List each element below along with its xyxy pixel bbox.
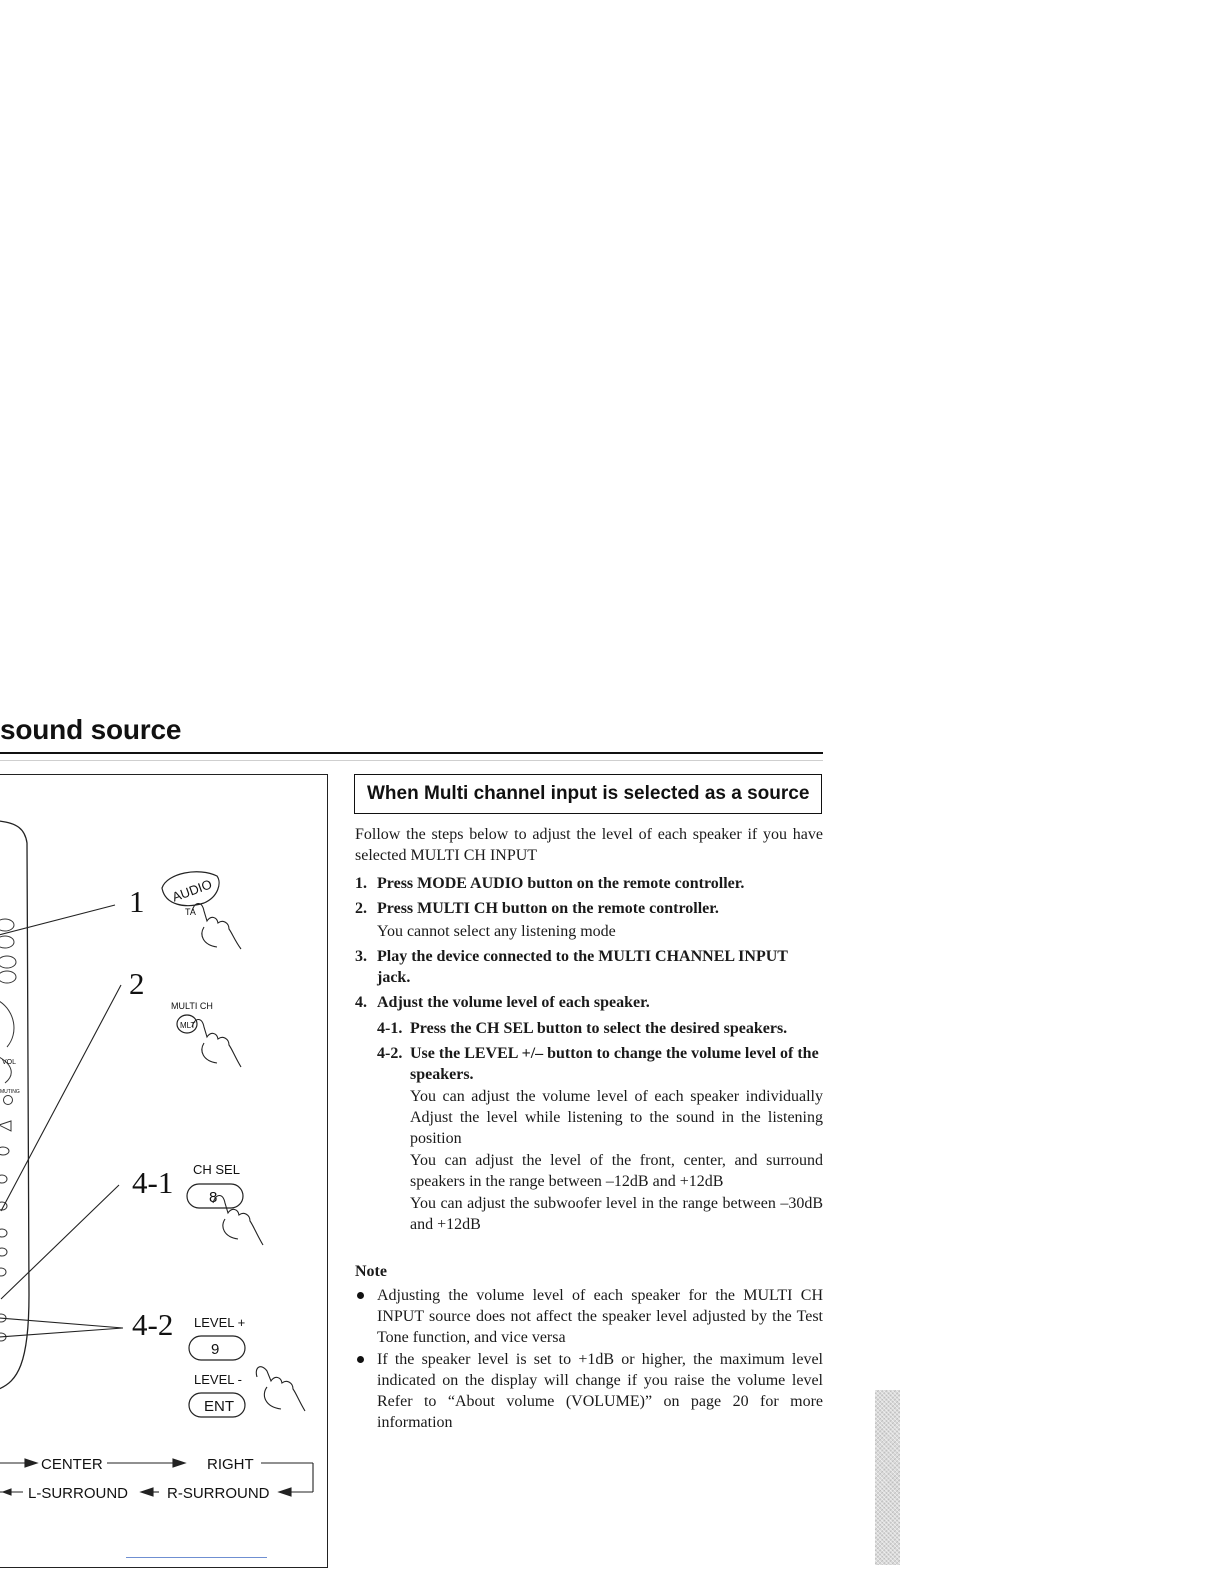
multi-ch-button-illustration xyxy=(177,1015,197,1033)
step-number: 4. xyxy=(355,994,367,1011)
step-description: You cannot select any listening mode xyxy=(377,923,616,940)
note-list xyxy=(355,1285,823,1433)
remote-buttons xyxy=(0,919,16,1341)
multi-ch-button-text: MLT xyxy=(180,1021,196,1030)
level-minus-button-illustration xyxy=(189,1393,245,1417)
step-number: 2. xyxy=(355,900,367,917)
step-title: Press MODE AUDIO button on the remote controller. xyxy=(377,875,745,892)
step-list xyxy=(355,873,823,1235)
step-number: 3. xyxy=(355,948,367,965)
page-title: sound source xyxy=(0,714,182,745)
bullet-icon xyxy=(357,1356,364,1363)
note-item xyxy=(355,1349,823,1433)
sequence-right: RIGHT xyxy=(207,1456,254,1473)
page-edge-tab xyxy=(875,1390,900,1565)
substep-paragraph: You can adjust the subwoofer level in the range between –30dB and +12dB xyxy=(410,1195,823,1233)
header-rule xyxy=(0,752,823,754)
header-sub-rule xyxy=(0,760,823,761)
remote-muting-text: MUTING xyxy=(0,1089,20,1095)
hand-pointer-icon xyxy=(213,1196,263,1246)
callout-step-1: 1 xyxy=(129,884,145,919)
substep-number: 4-1. xyxy=(377,1020,403,1037)
substep-number: 4-2. xyxy=(377,1045,403,1062)
ch-sel-label: CH SEL xyxy=(193,1162,240,1177)
hand-pointer-icon xyxy=(192,1020,241,1068)
callout-step-2: 2 xyxy=(129,966,145,1001)
remote-diagram xyxy=(0,774,328,1568)
step-item xyxy=(355,992,823,1235)
substep-title: Press the CH SEL button to select the desired speakers. xyxy=(410,1020,788,1037)
level-plus-button-text: 9 xyxy=(211,1341,220,1358)
substep-list xyxy=(377,1018,823,1235)
step-title: Adjust the volume level of each speaker. xyxy=(377,994,650,1011)
ch-sel-button-text: 8 xyxy=(209,1189,218,1206)
leader-lines xyxy=(0,905,123,1337)
section-content xyxy=(355,824,823,1434)
note-text: If the speaker level is set to +1dB or higher, the maximum level indicated on the display will change if you raise the volume level Refer to “About volume (VOLUME)” on page 20 for more information xyxy=(377,1351,823,1431)
substep-paragraph: You can adjust the volume level of each speaker individually Adjust the level while listening to the sound in the listening position xyxy=(410,1088,823,1147)
step-item xyxy=(355,873,823,894)
substep-item xyxy=(377,1043,823,1235)
multi-ch-label: MULTI CH xyxy=(171,1001,213,1011)
intro-text: Follow the steps below to adjust the level of each speaker if you have selected MULTI CH INPUT xyxy=(355,826,823,864)
note-text: Adjusting the volume level of each speaker for the MULTI CH INPUT source does not affect the speaker level adjusted by the Test Tone function, and vice versa xyxy=(377,1287,823,1346)
note-item xyxy=(355,1285,823,1348)
bottom-rule xyxy=(126,1557,267,1558)
sequence-r-surround: R-SURROUND xyxy=(167,1485,270,1502)
step-title: Press MULTI CH button on the remote controller. xyxy=(377,900,719,917)
sequence-center: CENTER xyxy=(41,1456,103,1473)
hand-pointer-icon xyxy=(256,1367,305,1411)
step-item xyxy=(355,898,823,942)
hand-pointer-icon xyxy=(192,904,241,950)
step-title: Play the device connected to the MULTI CHANNEL INPUT jack. xyxy=(377,948,788,986)
substep-title: Use the LEVEL +/– button to change the volume level of the speakers. xyxy=(410,1045,819,1083)
audio-button-illustration xyxy=(162,872,219,917)
section-title: When Multi channel input is selected as a source xyxy=(354,774,822,814)
level-plus-label: LEVEL + xyxy=(194,1315,246,1330)
remote-vol-text: VOL xyxy=(2,1059,17,1066)
note-heading: Note xyxy=(355,1263,387,1280)
bullet-icon xyxy=(357,1292,364,1299)
ch-sel-button-illustration xyxy=(187,1184,243,1208)
audio-button-subtext: TA xyxy=(185,907,196,917)
audio-button-text: AUDIO xyxy=(170,876,214,905)
remote-outline xyxy=(0,821,29,1389)
step-item xyxy=(355,946,823,988)
level-plus-button-illustration xyxy=(189,1336,245,1360)
level-minus-label: LEVEL - xyxy=(194,1372,242,1387)
level-minus-button-text: ENT xyxy=(204,1398,234,1415)
substep-paragraph: You can adjust the level of the front, center, and surround speakers in the range between –12dB and +12dB xyxy=(410,1152,823,1190)
callout-step-4-1: 4-1 xyxy=(132,1165,174,1200)
callout-step-4-2: 4-2 xyxy=(132,1307,174,1342)
sequence-l-surround: L-SURROUND xyxy=(28,1485,129,1502)
step-number: 1. xyxy=(355,875,367,892)
substep-item xyxy=(377,1018,823,1039)
